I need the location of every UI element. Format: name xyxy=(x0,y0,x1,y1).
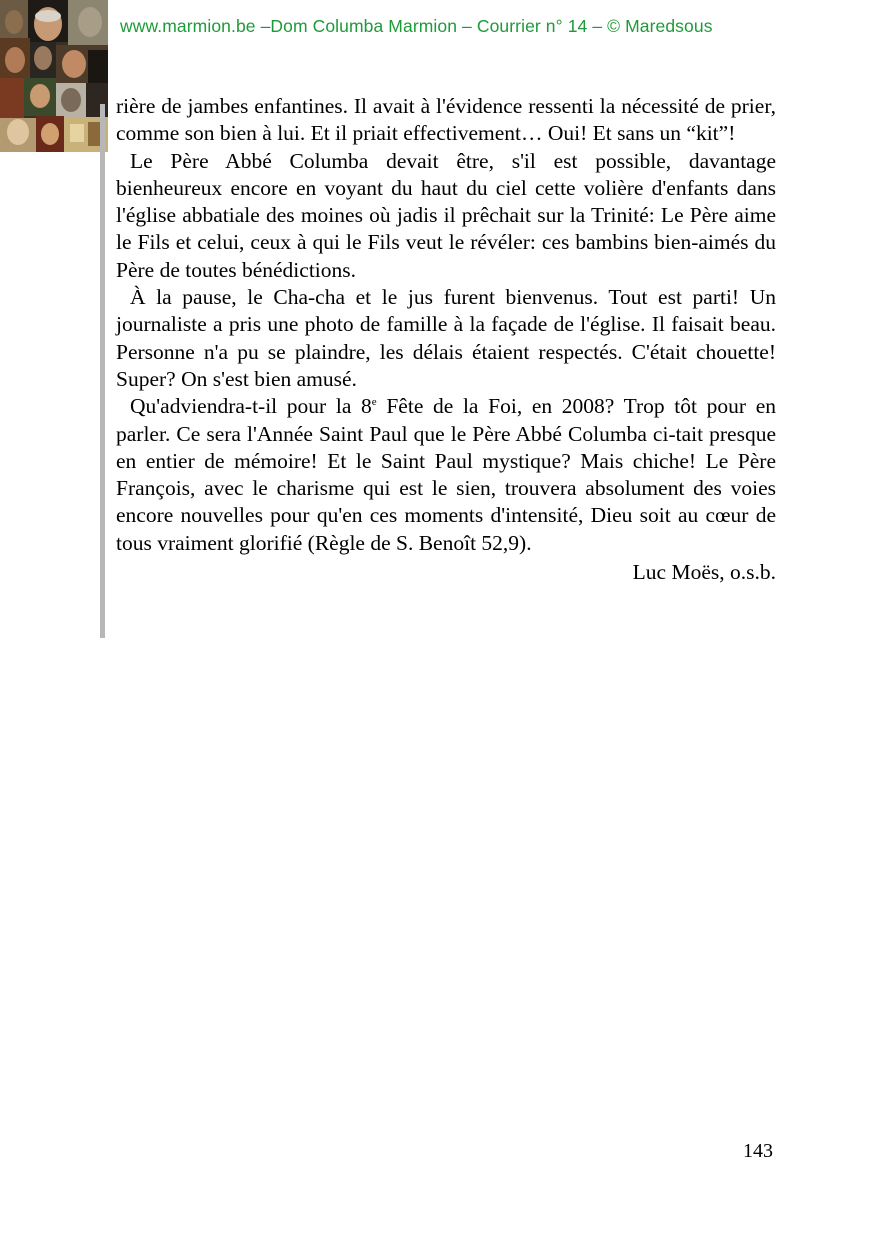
author-signature: Luc Moës, o.s.b. xyxy=(632,560,776,585)
paragraph-2: Le Père Abbé Columba devait être, s'il est possible, davantage bienheureux encore en voyant du haut du ciel cette volière d'enfants dans l'église abbatiale des moines où jadis il prêchait sur la Trinité: Le Père aime le Fils et celui, ceux à qui le Fils veut le révéler: ces bambins bien-aimés du Père de toutes bénédictions. xyxy=(116,148,776,282)
paragraph-4-rest: Fête de la Foi, en 2008? Trop tôt pour en parler. Ce sera l'Année Saint Paul que le Père Abbé Columba ci-tait presque en entier de mémoire! Et le Saint Paul mystique? Mais chiche! Le Père François, avec le charisme qui est le sien, trouvera absolument des voies encore nouvelles pour qu'en ces moments d'intensité, Dieu soit au cœur de tous vraiment glorifié (Règle de S. Benoît 52,9). xyxy=(116,394,777,555)
ordinal-superscript: e xyxy=(371,396,377,409)
header-photo-collage xyxy=(0,0,108,152)
paragraph-4-start: Qu'adviendra-t-il pour la 8 xyxy=(130,394,372,419)
article-body xyxy=(116,93,776,586)
page-number: 143 xyxy=(743,1140,773,1162)
paragraph-3: À la pause, le Cha-cha et le jus furent bienvenus. Tout est parti! Un journaliste a pris une photo de famille à la façade de l'église. Il faisait beau. Personne n'a pu se plaindre, les délais étaient respectés. C'était chouette! Super? On s'est bien amusé. xyxy=(116,285,776,391)
paragraph-1: rière de jambes enfantines. Il avait à l'évidence ressenti la nécessité de prier, comme son bien à lui. Et il priait effectivement… Oui! Et sans un “kit”! xyxy=(116,94,776,146)
paragraph-4 xyxy=(116,393,776,557)
header-website-link[interactable]: www.marmion.be –Dom Columba Marmion – Courrier n° 14 – © Maredsous xyxy=(120,16,713,36)
margin-rule xyxy=(100,104,105,638)
